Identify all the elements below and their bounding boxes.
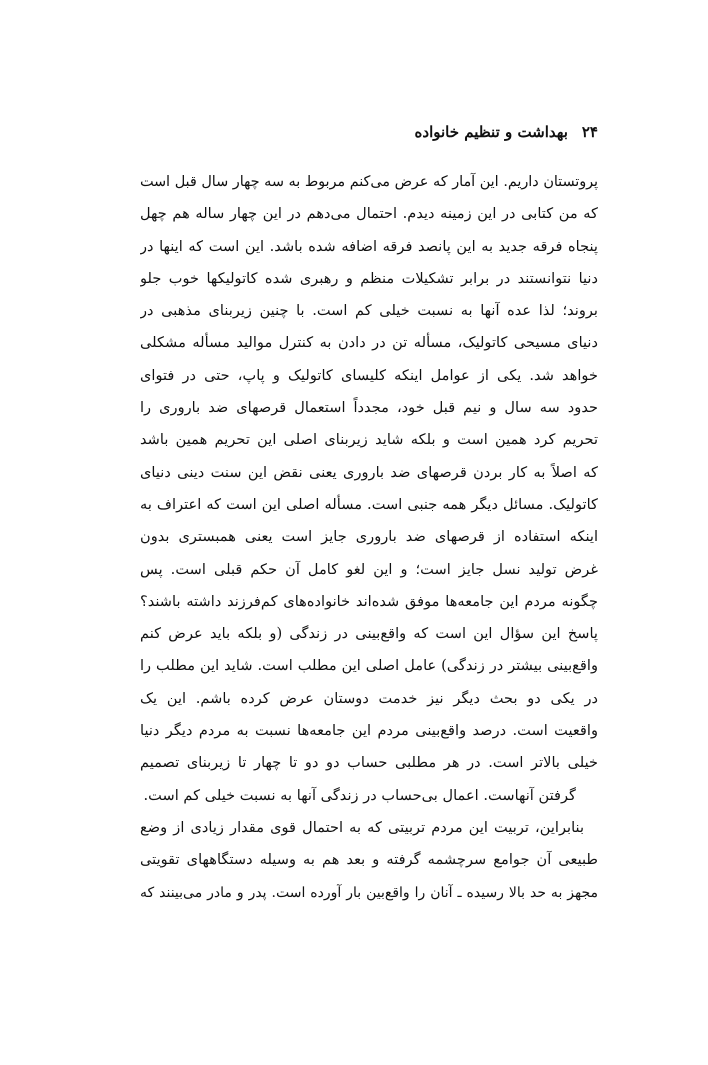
running-head <box>140 120 598 144</box>
text-line: تحریم کرد همین است و بلکه شاید زیربنای اصلی این تحریم همین باشد <box>140 431 598 449</box>
page-number: ۲۴ <box>581 123 598 141</box>
text-line: پروتستان داریم. این آمار که عرض می‌کنم مربوط به سه چهار سال قبل است <box>140 174 598 190</box>
text-line: دنیای مسیحی کاتولیک، مسأله تن در دادن به کنترل موالید مسأله مشکلی <box>140 334 598 352</box>
text-line: بروند؛ لذا عده آنها به نسبت خیلی کم است. با چنین زیربنای مذهبی در <box>140 302 598 320</box>
chapter-title: بهداشت و تنظیم خانواده <box>414 123 568 141</box>
text-line: خیلی بالاتر است. در هر مطلبی حساب دو دو تا چهار تا زیربنای تصمیم <box>140 754 598 772</box>
text-line: اینکه استفاده از قرصهای ضد باروری جایز است یعنی همبستری بدون <box>140 528 598 546</box>
text-line: پنجاه فرقه جدید به این پانصد فرقه اضافه شده باشد. این است که اینها در <box>140 237 598 255</box>
text-line: بنابراین، تربیت این مردم تربیتی که به احتمال قوی مقدار زیادی از وضع <box>140 818 584 836</box>
text-line: حدود سه سال و نیم قبل خود، مجدداً استعمال قرصهای ضد باروری را <box>140 399 598 417</box>
text-line: دنیا نتوانستند در برابر تشکیلات منظم و رهبری شده کاتولیکها خوب جلو <box>140 269 598 287</box>
text-line: غرض تولید نسل جایز است؛ و این لغو کامل آن حکم قبلی است. پس <box>140 560 598 578</box>
text-line: کاتولیک. مسائل دیگر همه جنبی است. مسأله اصلی این است که اعتراف به <box>140 495 598 513</box>
text-line: مجهز به حد بالا رسیده ـ آنان را واقع‌بین بار آورده است. پدر و مادر می‌بینند که <box>140 884 598 901</box>
text-line: گرفتن آنهاست. اعمال بی‌حساب در زندگی آنها به نسبت خیلی کم است. <box>143 786 576 804</box>
text-line: که اصلاً به کار بردن قرصهای ضد باروری یعنی نقض این سنت دینی دنیای <box>140 463 598 481</box>
text-line: خواهد شد. یکی از عوامل اینکه کلیسای کاتولیک و پاپ، حتی در فتوای <box>140 366 598 384</box>
text-line: واقع‌بینی بیشتر در زندگی) عامل اصلی این مطلب است. شاید این مطلب را <box>140 657 598 675</box>
body-text <box>140 166 598 909</box>
text-line: در یکی دو بحث دیگر نیز خدمت دوستان عرض کرده باشم. این یک <box>140 689 598 707</box>
text-line: که من کتابی در این زمینه دیدم. احتمال می‌دهم در این چهار ساله هم چهل <box>140 205 598 223</box>
text-line: واقعیت است. درصد واقع‌بینی مردم این جامعه‌ها نسبت به مردم دیگر دنیا <box>140 722 598 740</box>
text-line: طبیعی آن جوامع سرچشمه گرفته و بعد هم به وسیله دستگاههای تقویتی <box>140 851 598 869</box>
text-line: چگونه مردم این جامعه‌ها موفق شده‌اند خانواده‌های کم‌فرزند داشته باشند؟ <box>140 592 598 610</box>
text-line: پاسخ این سؤال این است که واقع‌بینی در زندگی (و بلکه باید عرض کنم <box>140 625 598 643</box>
